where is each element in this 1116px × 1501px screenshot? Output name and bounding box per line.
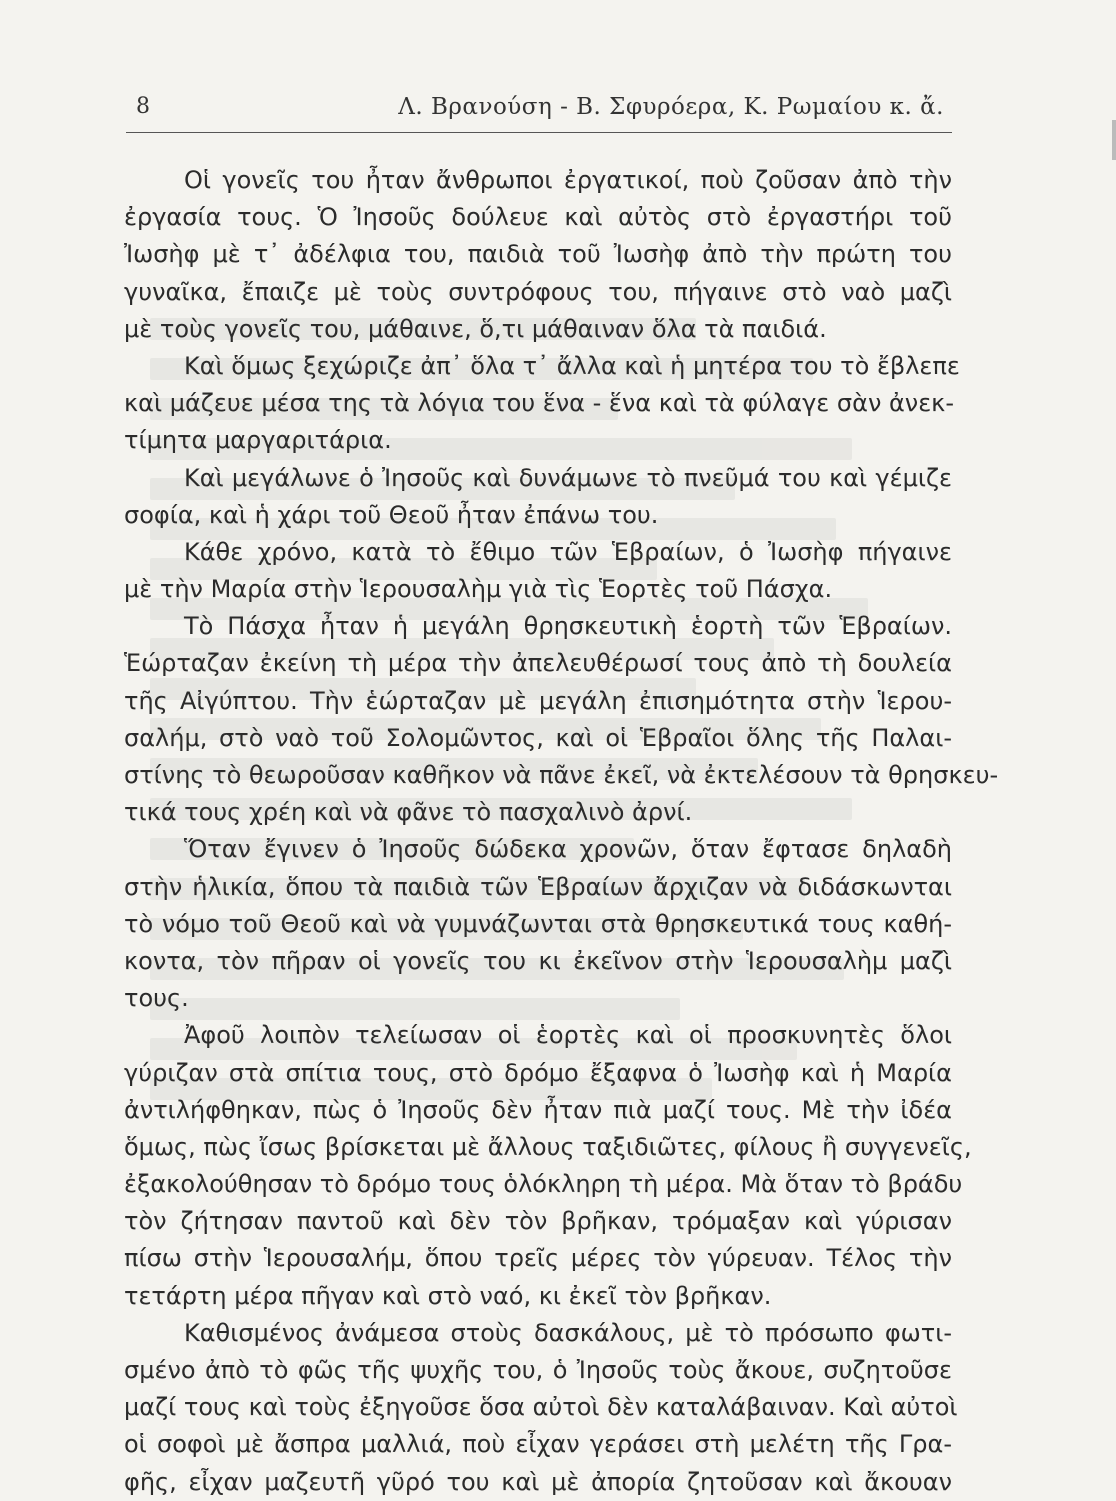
text-line: ἐξακολούθησαν τὸ δρόμο τους ὁλόκληρη τὴ μέρα. Μὰ ὅταν τὸ βράδυ [124,1170,963,1199]
page-number: 8 [136,94,150,119]
text-line: ὅμως, πὼς ἴσως βρίσκεται μὲ ἄλλους ταξιδιῶτες, φίλους ἢ συγγενεῖς, [124,1132,972,1161]
text-line: σοφία, καὶ ἡ χάρι τοῦ Θεοῦ ἦταν ἐπάνω του. [124,500,659,529]
body-text [124,162,999,1501]
text-line: ἀντιλήφθηκαν, πὼς ὁ Ἰησοῦς δὲν ἦταν πιὰ μαζί τους. Μὲ τὴν ἰδέα [124,1095,952,1124]
text-line: Καὶ μεγάλωνε ὁ Ἰησοῦς καὶ δυνάμωνε τὸ πνεῦμά του καὶ γέμιζε [184,463,952,492]
text-line: Ἰωσὴφ μὲ τ᾿ ἀδέλφια του, παιδιὰ τοῦ Ἰωσὴφ ἀπὸ τὴν πρώτη του [124,240,952,269]
text-line: οἱ σοφοὶ μὲ ἄσπρα μαλλιά, ποὺ εἶχαν γεράσει στὴ μελέτη τῆς Γρα- [124,1430,952,1459]
text-line: Ἀφοῦ λοιπὸν τελείωσαν οἱ ἑορτὲς καὶ οἱ προσκυνητὲς ὅλοι [184,1021,952,1050]
text-line: τίμητα μαργαριτάρια. [124,426,392,455]
text-line: Καὶ ὅμως ξεχώριζε ἀπ᾿ ὅλα τ᾿ ἄλλα καὶ ἡ μητέρα του τὸ ἔβλεπε [184,351,960,380]
text-line: μαζί τους καὶ τοὺς ἐξηγοῦσε ὅσα αὐτοὶ δὲν καταλάβαιναν. Καὶ αὐτοὶ [124,1393,958,1422]
text-line: τους. [124,984,189,1013]
text-line: Ἑώρταζαν ἐκείνη τὴ μέρα τὴν ἀπελευθέρωσί τους ἀπὸ τὴ δουλεία [124,649,952,678]
text-line: σμένο ἀπὸ τὸ φῶς τῆς ψυχῆς του, ὁ Ἰησοῦς τοὺς ἄκουε, συζητοῦσε [124,1356,952,1384]
text-line: Καθισμένος ἀνάμεσα στοὺς δασκάλους, μὲ τὸ πρόσωπο φωτι- [184,1318,952,1347]
text-line: τὸν ζήτησαν παντοῦ καὶ δὲν τὸν βρῆκαν, τρόμαξαν καὶ γύρισαν [124,1207,952,1236]
scan-edge-mark [1112,120,1116,160]
text-line: Κάθε χρόνο, κατὰ τὸ ἔθιμο τῶν Ἑβραίων, ὁ Ἰωσὴφ πήγαινε [184,537,952,566]
text-line: στίνης τὸ θεωροῦσαν καθῆκον νὰ πᾶνε ἐκεῖ, νὰ ἐκτελέσουν τὰ θρησκευ- [124,761,999,789]
text-line: τικά τους χρέη καὶ νὰ φᾶνε τὸ πασχαλινὸ ἀρνί. [124,798,693,827]
text-line: γυναῖκα, ἔπαιζε μὲ τοὺς συντρόφους του, πήγαινε στὸ ναὸ μαζὶ [124,277,952,306]
text-line: τετάρτη μέρα πῆγαν καὶ στὸ ναό, κι ἐκεῖ τὸν βρῆκαν. [124,1281,772,1310]
text-line: μὲ τὴν Μαρία στὴν Ἱερουσαλὴμ γιὰ τὶς Ἑορτὲς τοῦ Πάσχα. [124,575,833,604]
text-line: Οἱ γονεῖς του ἦταν ἄνθρωποι ἐργατικοί, ποὺ ζοῦσαν ἀπὸ τὴν [184,166,952,194]
text-line: στὴν ἡλικία, ὅπου τὰ παιδιὰ τῶν Ἑβραίων ἄρχιζαν νὰ διδάσκωνται [124,872,952,901]
text-line: σαλήμ, στὸ ναὸ τοῦ Σολομῶντος, καὶ οἱ Ἑβραῖοι ὅλης τῆς Παλαι- [124,723,952,752]
text-line: γύριζαν στὰ σπίτια τους, στὸ δρόμο ἔξαφνα ὁ Ἰωσὴφ καὶ ἡ Μαρία [124,1058,952,1087]
text-line: Ὅταν ἔγινεν ὁ Ἰησοῦς δώδεκα χρονῶν, ὅταν ἔφτασε δηλαδὴ [184,835,952,864]
text-line: τὸ νόμο τοῦ Θεοῦ καὶ νὰ γυμνάζωνται στὰ θρησκευτικά τους καθή- [124,909,952,938]
text-line: Τὸ Πάσχα ἦταν ἡ μεγάλη θρησκευτικὴ ἑορτὴ τῶν Ἑβραίων. [184,612,952,641]
page-header [126,92,952,133]
running-head: Λ. Βρανούση - Β. Σφυρόερα, Κ. Ρωμαίου κ. ἄ. [398,94,944,120]
text-line: τῆς Αἰγύπτου. Τὴν ἑώρταζαν μὲ μεγάλη ἐπισημότητα στὴν Ἱερου- [124,686,952,715]
text-line: μὲ τοὺς γονεῖς του, μάθαινε, ὅ,τι μάθαιναν ὅλα τὰ παιδιά. [124,314,827,343]
text-line: ἐργασία τους. Ὁ Ἰησοῦς δούλευε καὶ αὐτὸς στὸ ἐργαστήρι τοῦ [124,203,952,232]
text-line: κοντα, τὸν πῆραν οἱ γονεῖς του κι ἐκεῖνον στὴν Ἱερουσαλὴμ μαζὶ [124,946,952,975]
text-line: καὶ μάζευε μέσα της τὰ λόγια του ἕνα - ἕνα καὶ τὰ φύλαγε σὰν ἀνεκ- [124,389,954,418]
text-line: φῆς, εἶχαν μαζευτῆ γῦρό του καὶ μὲ ἀπορία ζητοῦσαν καὶ ἄκουαν [124,1467,952,1496]
text-line: πίσω στὴν Ἱερουσαλήμ, ὅπου τρεῖς μέρες τὸν γύρευαν. Τέλος τὴν [124,1244,952,1273]
